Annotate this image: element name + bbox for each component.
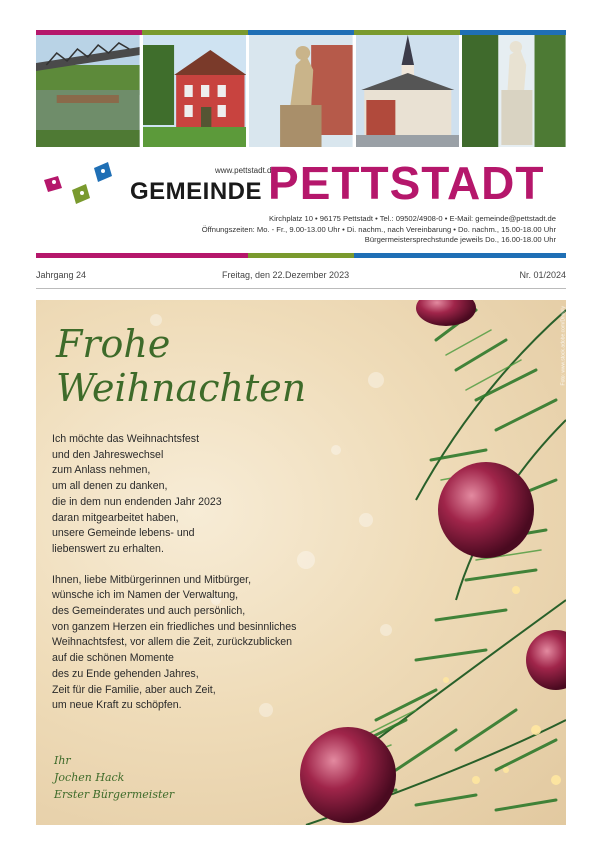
greeting-line: Frohe [56, 322, 171, 366]
ornament-ball [526, 630, 566, 690]
text-line: des Gemeinderates und auch persönlich, [52, 605, 246, 618]
website-url[interactable]: www.pettstadt.de [215, 166, 276, 175]
issue-date: Freitag, den 22.Dezember 2023 [222, 270, 350, 280]
text-line: auf die schönen Momente [52, 652, 174, 665]
text-line: Weihnachtsfest, vor allem die Zeit, zurückzublicken [52, 636, 293, 649]
contact-line: Kirchplatz 10 • 96175 Pettstadt • Tel.: 09502/4908-0 • E-Mail: gemeinde@pettstadt.de [269, 214, 556, 223]
text-line: um all denen zu danken, [52, 480, 168, 493]
issue-info-row [36, 270, 566, 284]
monument-photo [462, 35, 566, 147]
text-line: um neue Kraft zu schöpfen. [52, 699, 182, 712]
text-line: Zeit für die Familie, aber auch Zeit, [52, 683, 216, 696]
ornament-ball [416, 300, 476, 326]
signature [54, 752, 174, 803]
townhall-photo [143, 35, 247, 147]
greeting-text [52, 432, 296, 714]
ornament-ball [300, 727, 396, 823]
text-line: und den Jahreswechsel [52, 448, 164, 461]
text-line: unsere Gemeinde lebens- und [52, 527, 195, 540]
statue-photo [249, 35, 353, 147]
contact-info [202, 214, 556, 246]
image-credit-text: Foto: www.stock.adobe.com/Dmitriy [560, 306, 566, 386]
gemeinde-logo-icon [42, 160, 122, 208]
text-line: des zu Ende gehenden Jahres, [52, 667, 199, 680]
greeting-heading [56, 322, 306, 410]
divider [36, 288, 566, 289]
bar-segment [354, 253, 460, 258]
contact-line: Bürgermeistersprechstunde jeweils Do., 16.00-18.00 Uhr [364, 235, 556, 244]
bridge-river-photo [36, 35, 140, 147]
image-credit [548, 306, 566, 406]
text-line: wünsche ich im Namen der Verwaltung, [52, 589, 239, 602]
text-line: Ich möchte das Weihnachtsfest [52, 433, 200, 445]
ornament-ball [438, 462, 534, 558]
bar-segment [142, 253, 248, 258]
volume-label: Jahrgang 24 [36, 270, 87, 280]
text-line: liebenswert zu erhalten. [52, 542, 164, 555]
issue-number: Nr. 01/2024 [519, 270, 566, 280]
signature-line: Ihr [54, 754, 71, 767]
brand-prefix: GEMEINDE [130, 178, 263, 205]
text-line: die in dem nun endenden Jahr 2023 [52, 495, 222, 508]
bar-segment [36, 253, 142, 258]
contact-line: Öffnungszeiten: Mo. - Fr., 9.00-13.00 Uhr • Di. nachm., nach Vereinbarung • Do. nachm., 15.00-18.00 Uhr [201, 224, 556, 234]
brand-name: PETTSTADT [268, 157, 545, 209]
text-line: daran mitgearbeitet haben, [52, 511, 179, 524]
bar-segment [248, 253, 354, 258]
bar-segment [460, 253, 566, 258]
greeting-line: Weihnachten [56, 366, 307, 410]
christmas-greeting-card [36, 300, 566, 825]
text-line: zum Anlass nehmen, [52, 464, 151, 477]
header-photo-strip [36, 35, 566, 147]
text-line: von ganzem Herzen ein friedliches und besinnliches [52, 620, 297, 633]
masthead-title [130, 157, 545, 209]
bottom-color-bar [36, 253, 566, 258]
church-photo [356, 35, 460, 147]
text-line: Ihnen, liebe Mitbürgerinnen und Mitbürger, [52, 573, 252, 586]
signature-line: Erster Bürgermeister [54, 788, 175, 801]
signature-line: Jochen Hack [54, 771, 125, 784]
